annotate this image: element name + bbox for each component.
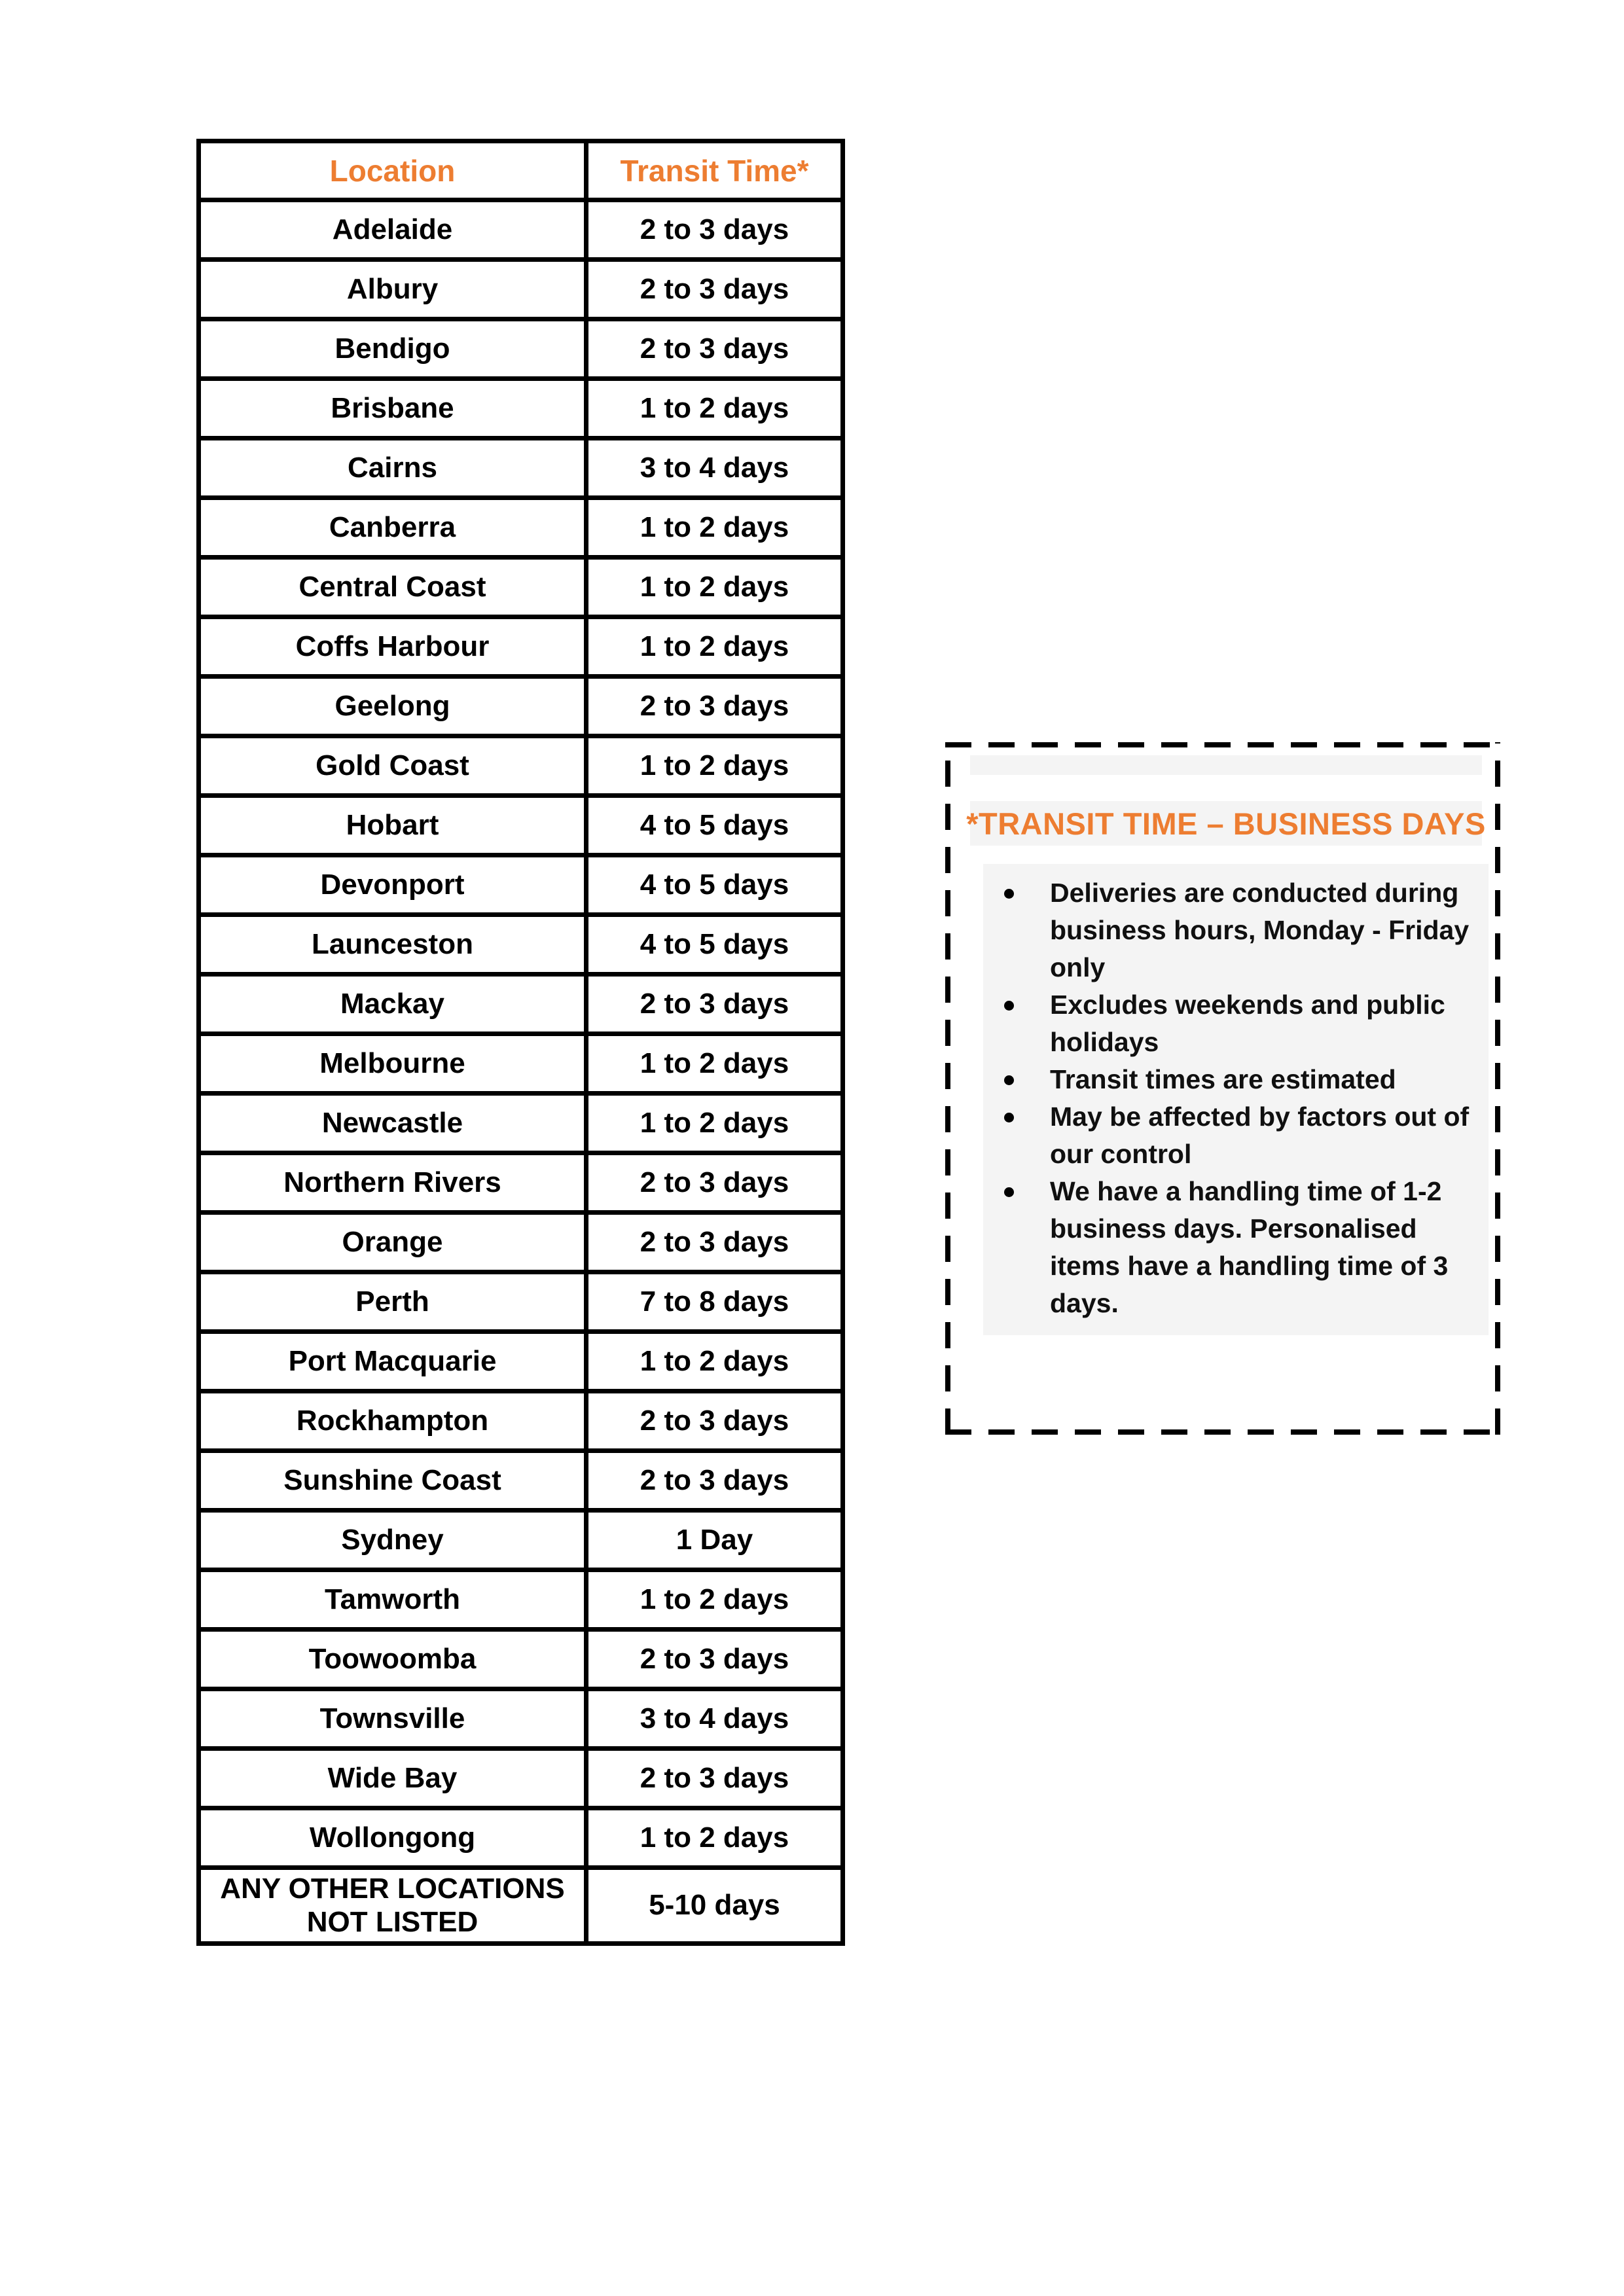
- location-cell: Coffs Harbour: [199, 617, 586, 677]
- transit-time-cell: 2 to 3 days: [586, 677, 843, 736]
- transit-time-cell: 1 Day: [586, 1511, 843, 1570]
- table-row: [199, 379, 843, 439]
- transit-time-cell: 1 to 2 days: [586, 1094, 843, 1153]
- table-row: [199, 1808, 843, 1868]
- location-cell: Orange: [199, 1213, 586, 1272]
- location-cell: Gold Coast: [199, 736, 586, 796]
- transit-table-body: [199, 200, 843, 1944]
- transit-time-cell: 1 to 2 days: [586, 1034, 843, 1094]
- transit-time-cell: 4 to 5 days: [586, 915, 843, 975]
- table-row: [199, 1153, 843, 1213]
- table-row: [199, 1511, 843, 1570]
- notice-bullet-list: [983, 874, 1489, 1322]
- table-row: [199, 260, 843, 319]
- transit-time-table-wrap: [196, 139, 845, 1946]
- location-cell: Wide Bay: [199, 1749, 586, 1808]
- transit-time-cell: 1 to 2 days: [586, 1808, 843, 1868]
- transit-time-cell: 7 to 8 days: [586, 1272, 843, 1332]
- location-cell: Cairns: [199, 439, 586, 498]
- transit-time-cell: 3 to 4 days: [586, 1689, 843, 1749]
- table-row: [199, 558, 843, 617]
- transit-time-notice-box: [945, 742, 1500, 1435]
- transit-time-cell: 2 to 3 days: [586, 1213, 843, 1272]
- transit-time-cell: 1 to 2 days: [586, 558, 843, 617]
- location-cell: Toowoomba: [199, 1630, 586, 1689]
- table-row: [199, 1094, 843, 1153]
- table-row: [199, 736, 843, 796]
- location-cell: Northern Rivers: [199, 1153, 586, 1213]
- table-row: [199, 677, 843, 736]
- location-cell: Brisbane: [199, 379, 586, 439]
- table-row: [199, 1332, 843, 1391]
- location-cell: Melbourne: [199, 1034, 586, 1094]
- notice-bullet-item: Deliveries are conducted during business hours, Monday - Friday only: [983, 874, 1489, 986]
- transit-time-cell: 2 to 3 days: [586, 319, 843, 379]
- transit-time-cell: 2 to 3 days: [586, 1630, 843, 1689]
- notice-bullet-item: We have a handling time of 1-2 business days. Personalised items have a handling time of 3 days.: [983, 1173, 1489, 1322]
- table-row: [199, 498, 843, 558]
- transit-time-cell: 5-10 days: [586, 1868, 843, 1944]
- location-cell: Canberra: [199, 498, 586, 558]
- transit-time-cell: 2 to 3 days: [586, 260, 843, 319]
- location-cell: Geelong: [199, 677, 586, 736]
- location-cell: Albury: [199, 260, 586, 319]
- table-row: [199, 1272, 843, 1332]
- location-cell: Port Macquarie: [199, 1332, 586, 1391]
- location-cell: Devonport: [199, 855, 586, 915]
- location-cell: Hobart: [199, 796, 586, 855]
- transit-time-cell: 2 to 3 days: [586, 1391, 843, 1451]
- location-cell: Rockhampton: [199, 1391, 586, 1451]
- table-header-row: [199, 141, 843, 200]
- transit-time-cell: 2 to 3 days: [586, 1451, 843, 1511]
- table-row: [199, 1749, 843, 1808]
- table-row: [199, 1391, 843, 1451]
- location-header: Location: [199, 141, 586, 200]
- table-row: [199, 439, 843, 498]
- location-cell: Wollongong: [199, 1808, 586, 1868]
- transit-time-cell: 3 to 4 days: [586, 439, 843, 498]
- transit-time-cell: 1 to 2 days: [586, 379, 843, 439]
- table-row: [199, 796, 843, 855]
- notice-bullet-item: Transit times are estimated: [983, 1061, 1489, 1098]
- transit-time-cell: 1 to 2 days: [586, 1570, 843, 1630]
- location-cell: Sydney: [199, 1511, 586, 1570]
- table-row: [199, 1570, 843, 1630]
- table-row: [199, 1451, 843, 1511]
- notice-bullets-panel: [983, 864, 1489, 1335]
- location-cell: Launceston: [199, 915, 586, 975]
- table-row: [199, 1868, 843, 1944]
- table-row: [199, 855, 843, 915]
- notice-bullet-item: Excludes weekends and public holidays: [983, 986, 1489, 1061]
- notice-top-highlight-strip: [970, 755, 1482, 775]
- transit-time-cell: 2 to 3 days: [586, 975, 843, 1034]
- location-cell: Townsville: [199, 1689, 586, 1749]
- transit-time-cell: 2 to 3 days: [586, 200, 843, 260]
- table-row: [199, 1630, 843, 1689]
- location-cell: Mackay: [199, 975, 586, 1034]
- location-cell: Sunshine Coast: [199, 1451, 586, 1511]
- table-row: [199, 1689, 843, 1749]
- location-cell: Central Coast: [199, 558, 586, 617]
- location-cell: Perth: [199, 1272, 586, 1332]
- location-cell: Adelaide: [199, 200, 586, 260]
- transit-time-cell: 1 to 2 days: [586, 1332, 843, 1391]
- transit-time-header: Transit Time*: [586, 141, 843, 200]
- table-row: [199, 1034, 843, 1094]
- transit-time-cell: 4 to 5 days: [586, 796, 843, 855]
- transit-time-cell: 2 to 3 days: [586, 1153, 843, 1213]
- notice-bullet-item: May be affected by factors out of our control: [983, 1098, 1489, 1173]
- transit-time-cell: 1 to 2 days: [586, 498, 843, 558]
- transit-time-cell: 1 to 2 days: [586, 617, 843, 677]
- table-row: [199, 319, 843, 379]
- location-cell: Newcastle: [199, 1094, 586, 1153]
- table-row: [199, 617, 843, 677]
- table-row: [199, 1213, 843, 1272]
- table-row: [199, 915, 843, 975]
- location-cell: Tamworth: [199, 1570, 586, 1630]
- transit-time-cell: 2 to 3 days: [586, 1749, 843, 1808]
- location-cell: ANY OTHER LOCATIONS NOT LISTED: [199, 1868, 586, 1944]
- location-cell: Bendigo: [199, 319, 586, 379]
- transit-time-cell: 4 to 5 days: [586, 855, 843, 915]
- table-row: [199, 975, 843, 1034]
- notice-heading: *TRANSIT TIME – BUSINESS DAYS: [970, 801, 1482, 846]
- table-row: [199, 200, 843, 260]
- transit-time-table: [196, 139, 845, 1946]
- transit-time-cell: 1 to 2 days: [586, 736, 843, 796]
